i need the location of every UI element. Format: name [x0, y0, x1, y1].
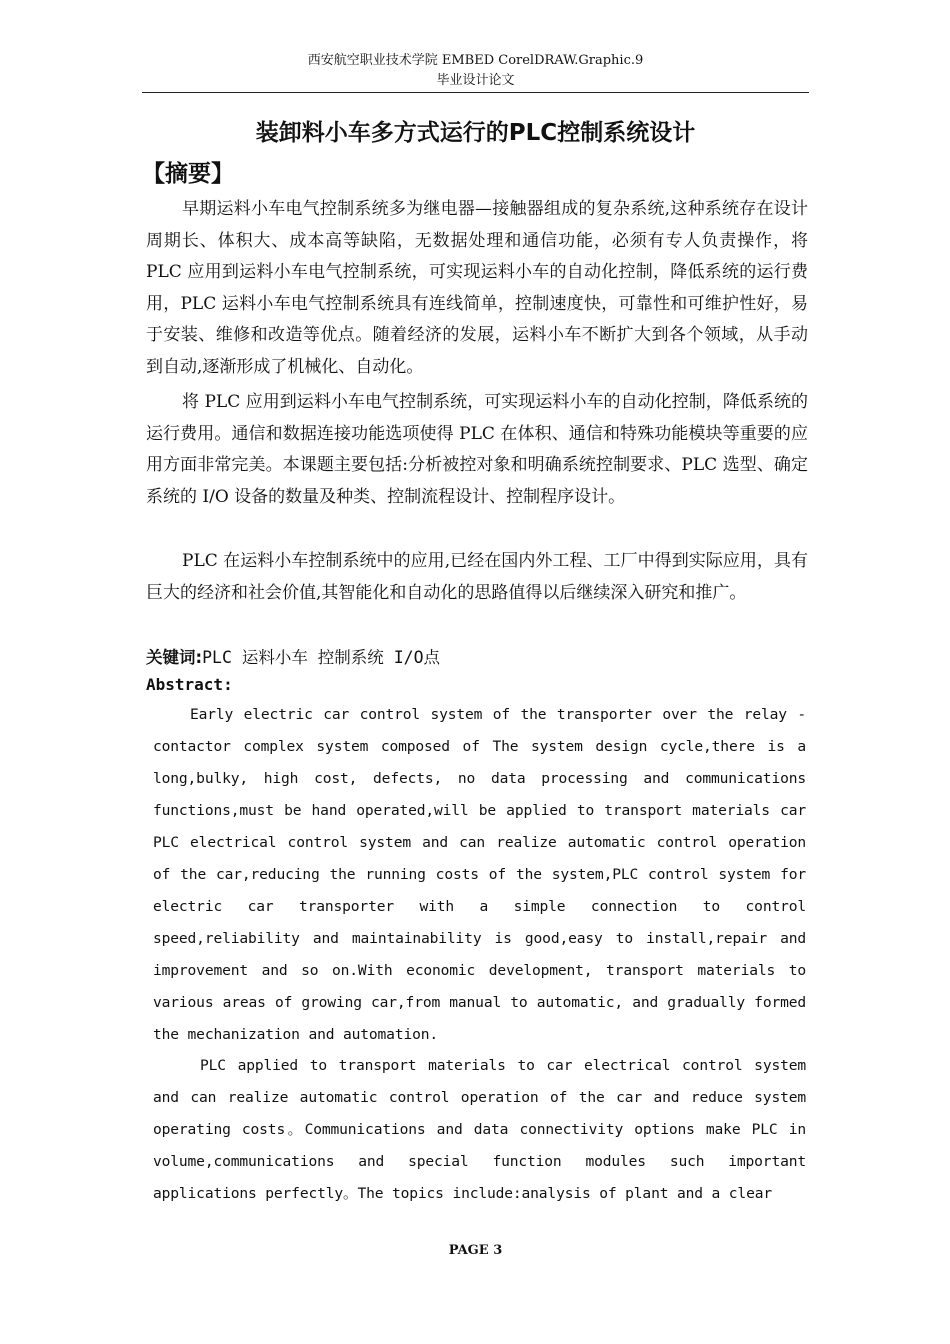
abstract-cn-paragraph-3: PLC 在运料小车控制系统中的应用,已经在国内外工程、工厂中得到实际应用，具有巨大的经济和社会价值,其智能化和自动化的思路值得以后继续深入研究和推广。	[146, 551, 808, 603]
running-header: 西安航空职业技术学院 EMBED CorelDRAW.Graphic.9	[307, 53, 644, 68]
abstract-en-paragraph-2: PLC applied to transport materials to car electrical control system and can realize automatic control operation of the car and reduce system operating costs。Communications and data connectivity options make PLC in volume,communications and special function modules such important applications perfectly。The topics include:analysis of plant and a clear	[153, 1057, 806, 1202]
abstract-cn-paragraph-2: 将 PLC 应用到运料小车电气控制系统，可实现运料小车的自动化控制，降低系统的运行费用。通信和数据连接功能选项使得 PLC 在体积、通信和特殊功能模块等重要的应用方面非常完美。本课题主要包括:分析被控对象和明确系统控制要求、PLC 选型、确定系统的 I/O 设备的数量及种类、控制流程设计、控制程序设计。	[146, 392, 808, 507]
document-title: 装卸料小车多方式运行的PLC控制系统设计	[255, 120, 696, 146]
header-rule	[142, 92, 809, 93]
keywords-text: PLC 运料小车 控制系统 I/O点	[202, 648, 441, 667]
running-header-subtitle: 毕业设计论文	[436, 73, 515, 88]
page-number: PAGE 3	[448, 1243, 503, 1258]
keywords-label: 关键词:	[146, 648, 203, 667]
abstract-en-heading: Abstract:	[146, 675, 233, 694]
keywords-line	[146, 643, 440, 673]
abstract-cn-paragraph-1: 早期运料小车电气控制系统多为继电器—接触器组成的复杂系统,这种系统存在设计周期长、体积大、成本高等缺陷，无数据处理和通信功能，必须有专人负责操作，将 PLC 应用到运料小车电气控制系统，可实现运料小车的自动化控制，降低系统的运行费用，PLC 运料小车电气控制系统具有连线简单，控制速度快，可靠性和可维护性好，易于安装、维修和改造等优点。随着经济的发展，运料小车不断扩大到各个领域，从手动到自动,逐渐形成了机械化、自动化。	[146, 199, 808, 377]
abstract-cn-heading: 【摘要】	[142, 161, 234, 187]
abstract-en-paragraph-1: Early electric car control system of the transporter over the relay - contactor complex system composed of The system design cycle,there is a long,bulky, high cost, defects, no data processing and communications functions,must be hand operated,will be applied to transport materials car PLC electrical control system and can realize automatic control operation of the car,reducing the running costs of the system,PLC control system for electric car transporter with a simple connection to control speed,reliability and maintainability is good,easy to install,repair and improvement and so on.With economic development, transport materials to various areas of growing car,from manual to automatic, and gradually formed the mechanization and automation.	[153, 706, 806, 1043]
